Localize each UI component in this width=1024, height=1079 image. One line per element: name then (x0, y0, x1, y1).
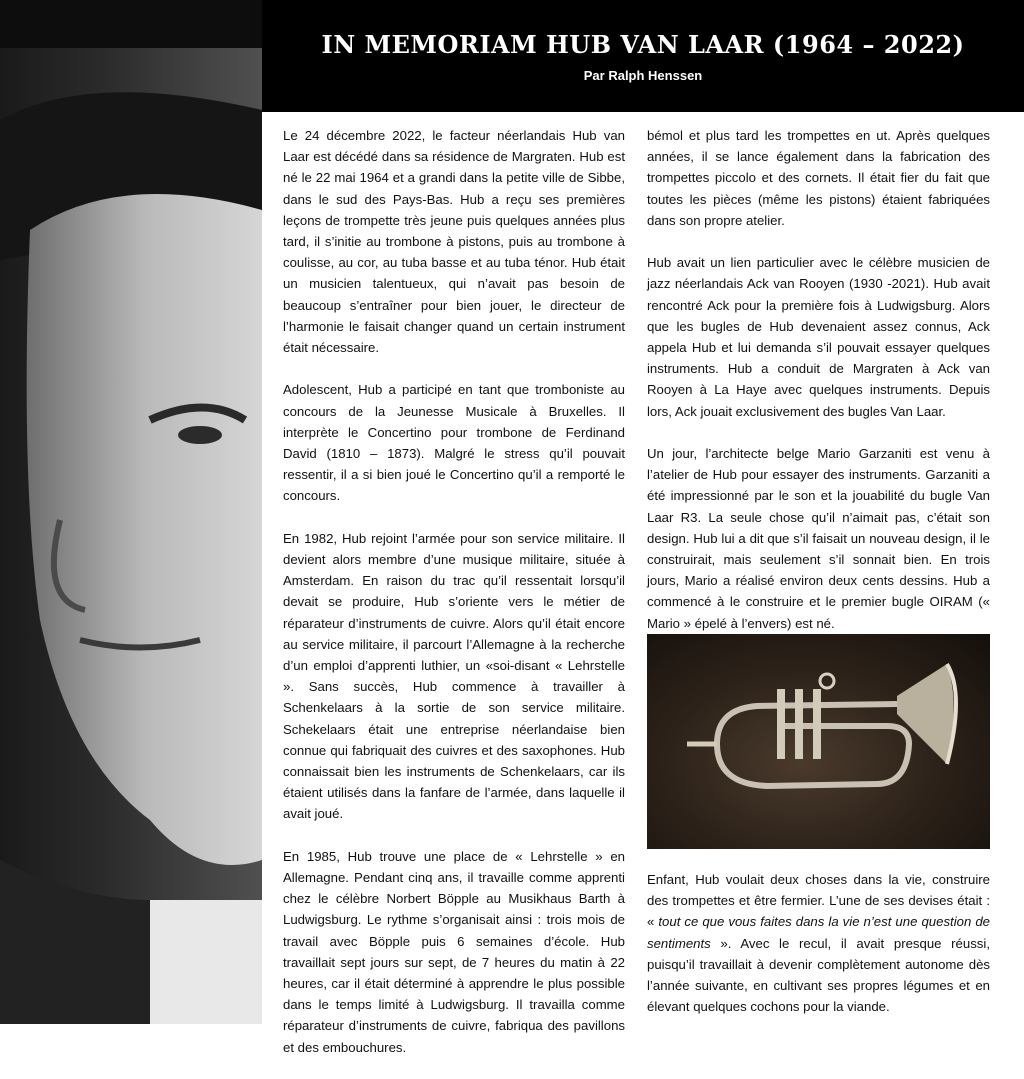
article-header (262, 0, 1024, 112)
portrait-photo (0, 0, 262, 1024)
paragraph: bémol et plus tard les trompettes en ut. Après quelques années, il se lance également dans la fabrication des trompettes piccolo et des cornets. Il était fier du fait que toutes les pièces (même les pistons) étaient fabriquées dans son propre atelier. (647, 128, 990, 228)
paragraph: En 1985, Hub trouve une place de « Lehrstelle » en Allemagne. Pendant cinq ans, il travaille comme apprenti chez le célèbre Norbert Böpple au Musikhaus Barth à Ludwigsburg. Le rythme s’organisait ainsi : trois mois de travail avec Böpple puis 6 semaines d’école. Hub travaillait sept jours sur sept, de 7 heures du matin à 22 heures, car il était déterminé à apprendre le plus possible dans le temps limité à Ludwigsburg. Il travailla comme réparateur d’instruments de cuivre, fabriqua des pavillons et des embouchures. (283, 848, 625, 1055)
bugle-photo (647, 634, 990, 849)
paragraph (647, 869, 990, 1017)
paragraph: Un jour, l’architecte belge Mario Garzaniti est venu à l’atelier de Hub pour essayer des instruments. Garzaniti a été impressionné par le son et la jouabilité du bugle Van Laar R3. La seule chose qu’il n’aimait pas, c’était son design. Hub lui a dit que s’il faisait un nouveau design, il le construirait, mais seulement s’il sonnait bien. En trois jours, Mario a réalisé environ deux cents dessins. Hub a commencé à le construire et le premier bugle OIRAM (« Mario » épelé à l’envers) est né. (647, 446, 990, 631)
text-column-left (283, 125, 625, 1079)
text-column-right-bottom (647, 869, 990, 1039)
paragraph-text: ». Avec le recul, il avait presque réussi, puisqu’il travaillait à devenir complètement autonome dès l’année suivante, en cultivant ses propres légumes et en élevant quelques cochons pour la viande. (647, 935, 990, 1015)
paragraph-text: Enfant, Hub voulait deux choses dans la vie, construire des trompettes et être fermier. L’une de ses devises était : « (647, 872, 990, 930)
quote-text: tout ce que vous faites dans la vie n’est une question de sentiments (647, 914, 990, 951)
paragraph: Le 24 décembre 2022, le facteur néerlandais Hub van Laar est décédé dans sa résidence de Margraten. Hub est né le 22 mai 1964 et a grandi dans la petite ville de Sibbe, dans le sud des Pays-Bas. Hub a reçu ses premières leçons de trompette très jeune puis quelques années plus tard, il s’initie au trombone à pistons, puis au trombone à coulisse, au cor, au tuba basse et au tuba ténor. Hub était un musicien talentueux, qui n’avait pas besoin de beaucoup s’entraîner pour bien jouer, le directeur de l’harmonie le faisait changer quand un certain instrument était nécessaire. (283, 128, 625, 356)
paragraph: En 1982, Hub rejoint l’armée pour son service militaire. Il devient alors membre d’une musique militaire, située à Amsterdam. En raison du trac qu’il ressentait lorsqu’il devait se produire, Hub s’oriente vers le métier de réparateur d’instruments de cuivre. Alors qu’il était encore au service militaire, il parcourt l’Allemagne à la recherche d’un emploi d’apprenti luthier, un «soi-disant « Lehrstelle ». Sans succès, Hub commence à travailler à Schenkelaars à la sortie de son service militaire. Schekelaars était une entreprise néerlandaise bien connue qui fabriquait des cuivres et des saxophones. Hub connaissait bien les instruments de Schenkelaars, car ils étaient utilisés dans la fanfare de l’armée, dans laquelle il avait joué. (283, 530, 625, 822)
text-column-right-top (647, 125, 990, 655)
article-title: IN MEMORIAM HUB VAN LAAR (1964 – 2022) (321, 30, 965, 59)
article-byline: Par Ralph Henssen (583, 68, 703, 83)
paragraph: Hub avait un lien particulier avec le célèbre musicien de jazz néerlandais Ack van Rooyen (1930 -2021). Hub avait rencontré Ack pour la première fois à Ludwigsburg. Alors que les bugles de Hub devenaient assez connus, Ack appela Hub et lui demanda s’il pouvait essayer quelques instruments. Hub a conduit de Margraten à Ack van Rooyen à La Haye avec quelques instruments. Depuis lors, Ack jouait exclusivement des bugles Van Laar. (647, 255, 990, 419)
paragraph: Adolescent, Hub a participé en tant que tromboniste au concours de la Jeunesse Musicale à Bruxelles. Il interprète le Concertino pour trombone de Ferdinand David (1810 – 1873). Malgré le stress qu’il pouvait ressentir, il a si bien joué le Concertino qu’il a remporté le concours. (283, 382, 625, 504)
